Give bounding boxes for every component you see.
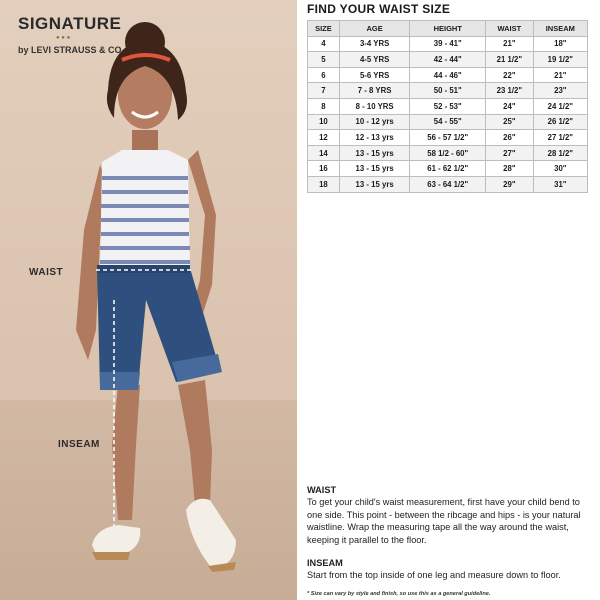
cell-inseam: 19 1/2" [533, 52, 587, 68]
table-row [308, 52, 588, 68]
header-waist: WAIST [486, 21, 534, 37]
cell-waist: 23 1/2" [486, 83, 534, 99]
cell-age: 3-4 YRS [339, 36, 410, 52]
cell-waist: 22" [486, 67, 534, 83]
cell-waist: 21 1/2" [486, 52, 534, 68]
cell-size: 7 [308, 83, 340, 99]
cell-inseam: 21" [533, 67, 587, 83]
cell-inseam: 26 1/2" [533, 114, 587, 130]
cell-age: 13 - 15 yrs [339, 145, 410, 161]
cell-waist: 26" [486, 130, 534, 146]
cell-waist: 24" [486, 98, 534, 114]
cell-height: 44 - 46" [410, 67, 486, 83]
cell-size: 4 [308, 36, 340, 52]
brand-subtitle: by LEVI STRAUSS & CO. [18, 45, 125, 55]
cell-height: 52 - 53" [410, 98, 486, 114]
cell-inseam: 27 1/2" [533, 130, 587, 146]
cell-size: 14 [308, 145, 340, 161]
cell-height: 54 - 55" [410, 114, 486, 130]
cell-height: 56 - 57 1/2" [410, 130, 486, 146]
cell-size: 16 [308, 161, 340, 177]
table-row [308, 98, 588, 114]
cell-age: 13 - 15 yrs [339, 161, 410, 177]
cell-waist: 25" [486, 114, 534, 130]
cell-height: 61 - 62 1/2" [410, 161, 486, 177]
table-row [308, 114, 588, 130]
table-row [308, 176, 588, 192]
footnote: * Size can vary by style and finish, so use this as a general guideline. [307, 591, 491, 597]
cell-height: 42 - 44" [410, 52, 486, 68]
table-header-row [308, 21, 588, 37]
cell-size: 12 [308, 130, 340, 146]
cell-height: 63 - 64 1/2" [410, 176, 486, 192]
inseam-label: INSEAM [58, 439, 100, 450]
cell-inseam: 24 1/2" [533, 98, 587, 114]
cell-inseam: 23" [533, 83, 587, 99]
table-row [308, 83, 588, 99]
table-row [308, 67, 588, 83]
header-height: HEIGHT [410, 21, 486, 37]
table-row [308, 36, 588, 52]
brand-ornament: ● ● ● [56, 35, 71, 41]
cell-age: 8 - 10 YRS [339, 98, 410, 114]
cell-waist: 29" [486, 176, 534, 192]
cell-inseam: 28 1/2" [533, 145, 587, 161]
brand-logo [18, 14, 124, 55]
header-size: SIZE [308, 21, 340, 37]
table-row [308, 130, 588, 146]
cell-height: 39 - 41" [410, 36, 486, 52]
waist-instructions [307, 484, 593, 546]
cell-inseam: 30" [533, 161, 587, 177]
waist-instructions-text: To get your child's waist measurement, first have your child bend to one side. This point - between the ribcage and hips - is your natural waistline. Wrap the measuring tape all the way around the waist, keeping it parallel to the floor. [307, 497, 581, 545]
cell-inseam: 31" [533, 176, 587, 192]
header-inseam: INSEAM [533, 21, 587, 37]
cell-age: 4-5 YRS [339, 52, 410, 68]
cell-size: 6 [308, 67, 340, 83]
cell-waist: 21" [486, 36, 534, 52]
cell-height: 50 - 51" [410, 83, 486, 99]
cell-size: 18 [308, 176, 340, 192]
cell-age: 7 - 8 YRS [339, 83, 410, 99]
inseam-instructions-title: INSEAM [307, 558, 343, 568]
cell-waist: 28" [486, 161, 534, 177]
cell-height: 58 1/2 - 60" [410, 145, 486, 161]
cell-age: 5-6 YRS [339, 67, 410, 83]
cell-size: 5 [308, 52, 340, 68]
chart-title: FIND YOUR WAIST SIZE [307, 2, 451, 16]
cell-age: 13 - 15 yrs [339, 176, 410, 192]
cell-size: 8 [308, 98, 340, 114]
header-age: AGE [339, 21, 410, 37]
inseam-instructions [307, 557, 593, 582]
model-photo [0, 0, 297, 600]
cell-waist: 27" [486, 145, 534, 161]
size-chart-table [307, 20, 588, 193]
table-row [308, 161, 588, 177]
waist-instructions-title: WAIST [307, 485, 337, 495]
cell-age: 12 - 13 yrs [339, 130, 410, 146]
table-row [308, 145, 588, 161]
child-model-illustration [0, 0, 297, 600]
waist-label: WAIST [29, 267, 64, 278]
cell-inseam: 18" [533, 36, 587, 52]
cell-size: 10 [308, 114, 340, 130]
cell-age: 10 - 12 yrs [339, 114, 410, 130]
brand-name: SIGNATURE [18, 14, 122, 33]
inseam-instructions-text: Start from the top inside of one leg and measure down to floor. [307, 570, 561, 581]
